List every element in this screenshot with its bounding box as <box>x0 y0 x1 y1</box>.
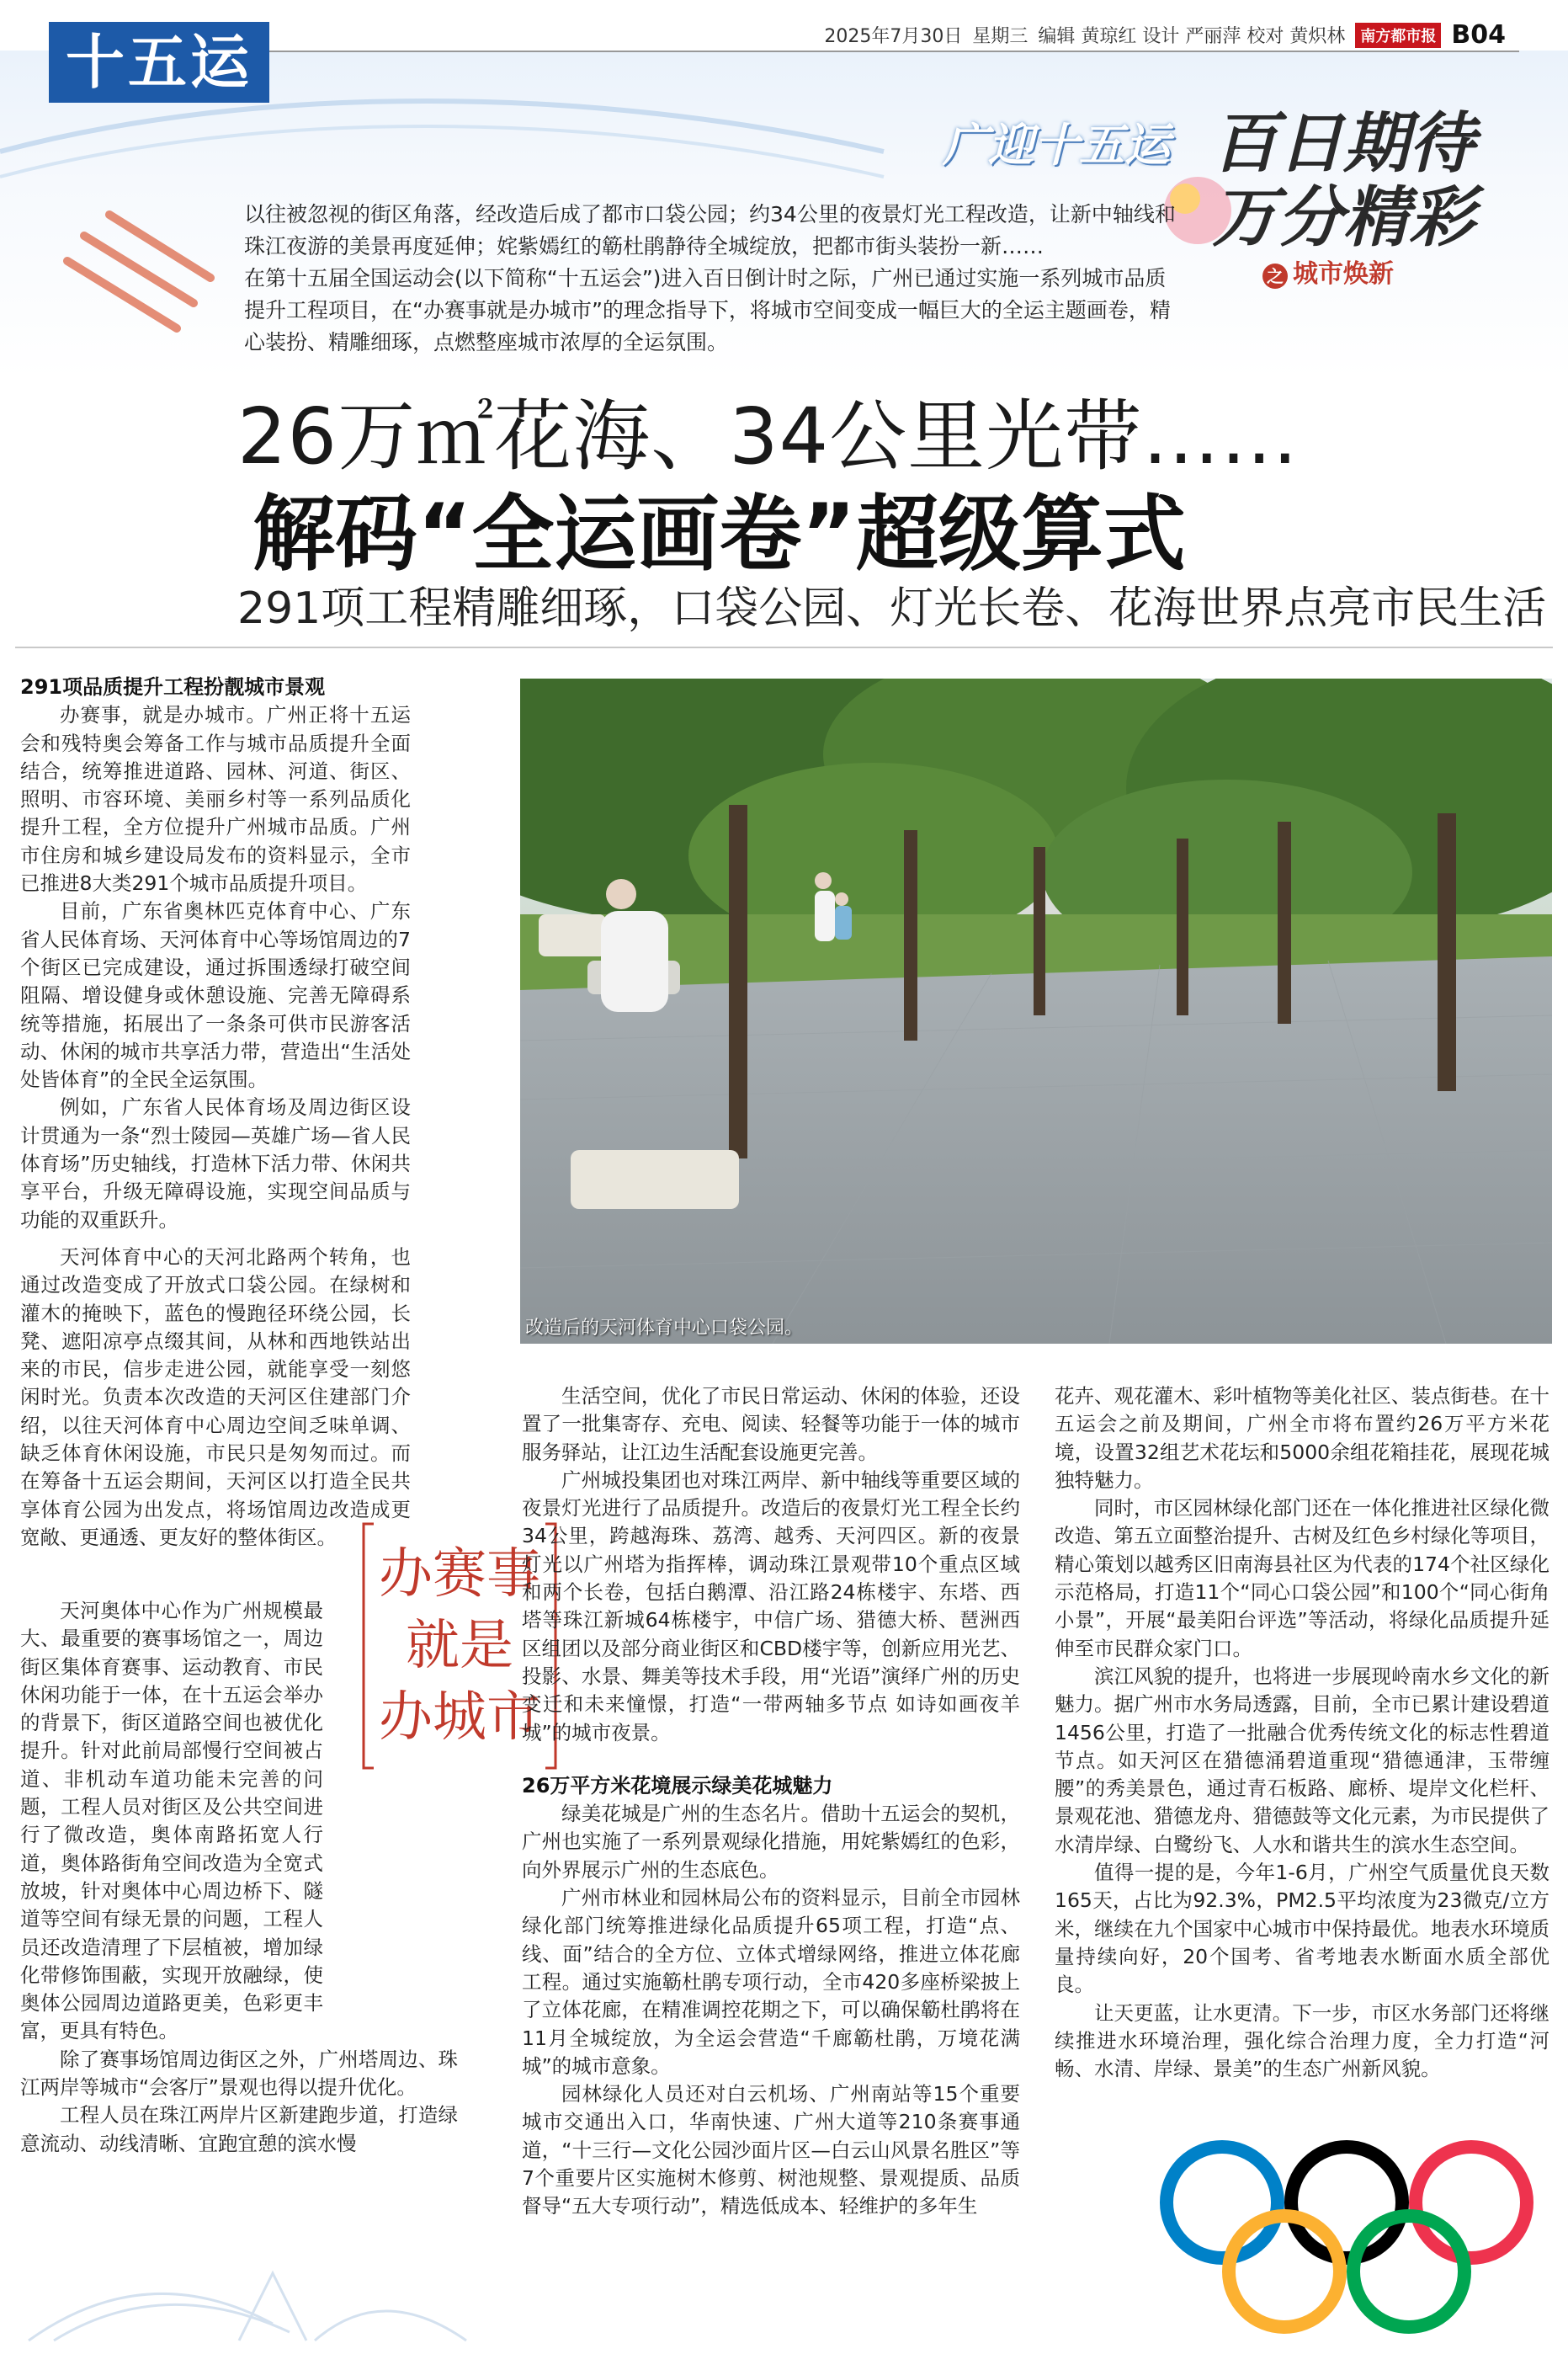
article-lead <box>244 199 1178 359</box>
body-paragraph: 同时，市区园林绿化部门还在一体化推进社区绿化微改造、第五立面整治提升、古树及红色乡村绿化等项目，精心策划以越秀区旧南海县社区为代表的174个社区绿化示范格局，打造11个“同心口袋公园”和100个“同心街角小景”，开展“最美阳台评选”等活动，将绿化品质提升延伸至市民群众家门口。 <box>1055 1496 1549 1660</box>
ring-black <box>1291 2147 1402 2258</box>
body-paragraph: 除了赛事场馆周边街区之外，广州塔周边、珠江两岸等城市“会客厅”景观也得以提升优化。 <box>20 2047 458 2100</box>
series-dot: 之 <box>1262 264 1288 289</box>
headline-main: 解码“全运画卷”超级算式 <box>252 487 1186 583</box>
page-number: B04 <box>1451 20 1506 50</box>
section-heading: 26万平方米花境展示绿美花城魅力 <box>522 1773 833 1797</box>
body-paragraph: 园林绿化人员还对白云机场、广州南站等15个重要城市交通出入口，华南快速、广州大道等210条赛事通道，“十三行—文化公园沙面片区—白云山风景名胜区”等7个重要片区实施树木修剪、树池规整、景观提质、品质督导“五大专项行动”，精选低成本、轻维护的多年生 <box>522 2082 1020 2218</box>
ring-yellow <box>1229 2216 1340 2327</box>
section-heading: 291项品质提升工程扮靓城市景观 <box>20 675 326 699</box>
pull-quote-line: 办赛事 <box>379 1543 540 1606</box>
body-paragraph: 绿美花城是广州的生态名片。借助十五运会的契机，广州也实施了一系列景观绿化措施，用姹紫嫣红的色彩，向外界展示广州的生态底色。 <box>522 1802 1020 1882</box>
body-paragraph: 例如，广东省人民体育场及周边街区设计贯通为一条“烈士陵园—英雄广场—省人民体育场”历史轴线，打造林下活力带、休闲共享平台，升级无障碍设施，实现空间品质与功能的双重跃升。 <box>20 1095 411 1232</box>
column-1-middle <box>20 1244 411 1552</box>
body-paragraph: 办赛事，就是办城市。广州正将十五运会和残特奥会筹备工作与城市品质提升全面结合，统筹推进道路、园林、河道、街区、照明、市容环境、美丽乡村等一系列品质化提升工程，全方位提升广州城市品质。广州市住房和城乡建设局发布的资料显示，全市已推进8大类291个城市品质提升项目。 <box>20 703 411 896</box>
body-paragraph: 生活空间，优化了市民日常运动、休闲的体验，还设置了一批集寄存、充电、阅读、轻餐等功能于一体的城市服务驿站，让江边生活配套设施更完善。 <box>522 1384 1020 1464</box>
body-paragraph: 目前，广东省奥林匹克体育中心、广东省人民体育场、天河体育中心等场馆周边的7个街区已完成建设，通过拆围透绿打破空间阻隔、增设健身或休憩设施、完善无障碍系统等措施，拓展出了一条条可供市民游客活动、休闲的城市共享活力带，营造出“生活处处皆体育”的全民全运氛围。 <box>20 899 411 1092</box>
issue-date: 2025年7月30日 <box>824 26 963 47</box>
issue-weekday: 星期三 <box>972 26 1029 47</box>
column-2 <box>522 1382 1020 2221</box>
staff-credits: 编辑 黄琼红 设计 严丽萍 校对 黄炽林 <box>1038 26 1346 47</box>
body-paragraph: 值得一提的是，今年1-6月，广州空气质量优良天数165天，占比为92.3%，PM2.5平均浓度为23微克/立方米，继续在九个国家中心城市中保持最优。地表水环境质量持续向好，20个国考、省考地表水断面水质全部优良。 <box>1055 1861 1549 1997</box>
body-paragraph: 滨江风貌的提升，也将进一步展现岭南水乡文化的新魅力。据广州市水务局透露，目前，全市已累计建设碧道1456公里，打造了一批融合优秀传统文化的标志性碧道节点。如天河区在猎德涌碧道重现“猎德通津，玉带缠腰”的秀美景色，通过青石板路、廊桥、堤岸文化栏杆、景观花池、猎德龙舟、猎德鼓等文化元素，为市民提供了水清岸绿、白鹭纷飞、人水和谐共生的滨水生态空间。 <box>1055 1664 1549 1856</box>
olympic-rings-icon <box>1153 2130 1540 2349</box>
series-tag <box>1262 253 1394 290</box>
section-badge: 十五运 <box>49 22 269 103</box>
pull-quote-line: 就是 <box>406 1615 513 1677</box>
body-paragraph: 让天更蓝，让水更清。下一步，市区水务部门还将继续推进水环境治理，强化综合治理力度，全力打造“河畅、水清、岸绿、景美”的生态广州新风貌。 <box>1055 2000 1549 2081</box>
headline-subtitle: 291项工程精雕细琢，口袋公园、灯光长卷、花海世界点亮市民生活 <box>237 583 1547 634</box>
paper-logo: 南方都市报 <box>1355 23 1441 48</box>
series-name: 城市焕新 <box>1293 259 1394 289</box>
body-paragraph: 广州市林业和园林局公布的资料显示，目前全市园林绿化部门统筹推进绿化品质提升65项工程，打造“点、线、面”结合的全方位、立体式增绿网络，推进立体花廊工程。通过实施簕杜鹃专项行动，全市420多座桥梁披上了立体花廊，在精准调控花期之下，可以确保簕杜鹃将在11月全城绽放，为全运会营造“千廊簕杜鹃，万境花满城”的城市意象。 <box>522 1886 1020 2078</box>
title-divider <box>15 647 1553 648</box>
banner-title-line1: 百日期待 <box>1212 105 1475 182</box>
body-paragraph: 工程人员在珠江两岸片区新建跑步道，打造绿意流动、动线清晰、宜跑宜憩的滨水慢 <box>20 2103 458 2155</box>
lead-paragraph: 以往被忽视的街区角落，经改造后成了都市口袋公园；约34公里的夜景灯光工程改造，让新中轴线和珠江夜游的美景再度延伸；姹紫嫣红的簕杜鹃静待全城绽放，把都市街头装扮一新…… <box>244 202 1176 258</box>
ring-green <box>1353 2216 1464 2327</box>
masthead-meta <box>824 20 1506 50</box>
banner-title-line2: 万分精彩 <box>1212 179 1475 256</box>
body-paragraph: 广州城投集团也对珠江两岸、新中轴线等重要区域的夜景灯光进行了品质提升。改造后的夜景灯光工程全长约34公里，跨越海珠、荔湾、越秀、天河四区。新的夜景灯光以广州塔为指挥棒，调动珠江景观带10个重点区域和两个长卷，包括白鹅潭、沿江路24栋楼宇、东塔、西塔等珠江新城64栋楼宇，中信广场、猎德大桥、琶洲西区组团以及部分商业街区和CBD楼宇等，创新应用光艺、投影、水景、舞美等技术手段，用“光语”演绎广州的历史变迁和未来憧憬，打造“一带两轴多节点 如诗如画夜羊城”的城市夜景。 <box>522 1467 1020 1744</box>
pull-quote-line: 办城市 <box>379 1686 540 1749</box>
ring-red <box>1416 2147 1527 2258</box>
header-rule <box>49 51 1519 52</box>
body-paragraph: 花卉、观花灌木、彩叶植物等美化社区、装点街巷。在十五运会之前及期间，广州全市将布置约26万平方米花境，设置32组艺术花坛和5000余组花箱挂花，展现花城独特魅力。 <box>1055 1384 1549 1492</box>
stadium-skyline-graphic <box>20 2223 475 2349</box>
body-paragraph: 天河奥体中心作为广州规模最大、最重要的赛事场馆之一，周边街区集体育赛事、运动教育、市民休闲功能于一体，在十五运会举办的背景下，街区道路空间也被优化提升。针对此前局部慢行空间被占道、非机动车道功能未完善的问题，工程人员对街区及公共空间进行了微改造，奥体南路拓宽人行道，奥体路街角空间改造为全宽式放坡，针对奥体中心周边桥下、隧道等空间有绿无景的问题，工程人员还改造清理了下层植被，增加绿化带修饰围蔽，实现开放融绿，使奥体公园周边道路更美，色彩更丰富，更具有特色。 <box>20 1599 323 2043</box>
lead-paragraph: 在第十五届全国运动会(以下简称“十五运会”)进入百日倒计时之际，广州已通过实施一系列城市品质提升工程项目，在“办赛事就是办城市”的理念指导下，将城市空间变成一幅巨大的全运主题画卷，精心装扮、精雕细琢，点燃整座城市浓厚的全运氛围。 <box>244 266 1171 354</box>
photo-caption: 改造后的天河体育中心口袋公园。 <box>525 1318 804 1339</box>
banner-slogan: 广迎十五运 <box>943 119 1170 172</box>
headline-kicker: 26万㎡花海、34公里光带…… <box>237 391 1300 482</box>
column-3 <box>1055 1382 1549 2083</box>
park-photo <box>520 679 1552 1344</box>
column-1-upper <box>20 674 411 1234</box>
park-illustration <box>520 679 1552 1344</box>
body-paragraph: 天河体育中心的天河北路两个转角，也通过改造变成了开放式口袋公园。在绿树和灌木的掩映下，蓝色的慢跑径环绕公园，长凳、遮阳凉亭点缀其间，从林和西地铁站出来的市民，信步走进公园，就能享受一刻悠闲时光。负责本次改造的天河区住建部门介绍，以往天河体育中心周边空间乏味单调、缺乏体育休闲设施，市民只是匆匆而过。而在筹备十五运会期间，天河区以打造全民共享体育公园为出发点，将场馆周边改造成更宽敞、更通透、更友好的整体街区。 <box>20 1245 411 1549</box>
ring-blue <box>1167 2147 1278 2258</box>
